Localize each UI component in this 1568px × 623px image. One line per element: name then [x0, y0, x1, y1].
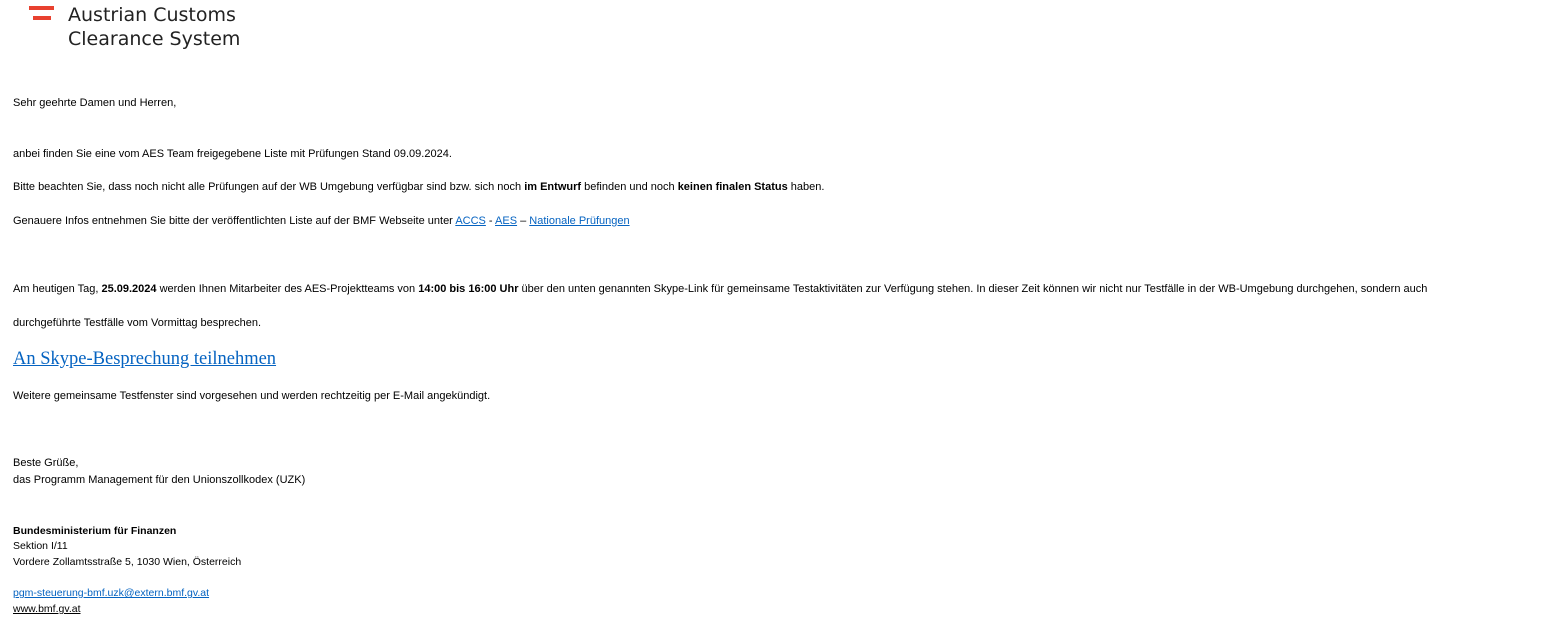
brand-name-line1: Austrian Customs: [68, 4, 236, 26]
session-date: 25.09.2024: [101, 283, 157, 295]
brand-name: [68, 3, 240, 51]
more-info-text: Genauere Infos entnehmen Sie bitte der veröffentlichten Liste auf der BMF Webseite unter: [13, 215, 456, 227]
closing-greeting: Beste Grüße,: [13, 457, 79, 469]
signature-website: [13, 602, 81, 617]
website-link[interactable]: www.bmf.gv.at: [13, 603, 81, 615]
closing-sender: das Programm Management für den Unionszollkodex (UZK): [13, 474, 306, 486]
skype-meeting-link[interactable]: An Skype-Besprechung teilnehmen: [13, 349, 277, 369]
link-nationale-pruefungen[interactable]: Nationale Prüfungen: [529, 215, 630, 227]
paragraph-test-session-line2: durchgeführte Testfälle vom Vormittag besprechen.: [13, 317, 262, 329]
link-aes[interactable]: AES: [495, 215, 518, 227]
notice-text-3: haben.: [787, 181, 825, 193]
notice-bold-2: keinen finalen Status: [677, 181, 788, 193]
link-separator-2: –: [517, 215, 530, 227]
accs-logo: [29, 3, 240, 51]
signature-section: Sektion I/11: [13, 540, 68, 552]
notice-text-1: Bitte beachten Sie, dass noch nicht alle Prüfungen auf der WB Umgebung verfügbar sind bzw. sich noch: [13, 181, 525, 193]
paragraph-test-session: [13, 282, 1427, 297]
brand-name-line2: Clearance System: [68, 28, 241, 50]
link-accs[interactable]: ACCS: [455, 215, 486, 227]
signature-email-link: [13, 586, 209, 601]
session-text-3: über den unten genannten Skype-Link für gemeinsame Testaktivitäten zur Verfügung stehen. In dieser Zeit können wir nicht nur Testfälle in der WB-Umgebung durchgehen, sondern auch: [518, 283, 1428, 295]
session-time: 14:00 bis 16:00 Uhr: [418, 283, 519, 295]
greeting: Sehr geehrte Damen und Herren,: [13, 97, 177, 109]
paragraph-list-info: anbei finden Sie eine vom AES Team freigegebene Liste mit Prüfungen Stand 09.09.2024.: [13, 148, 452, 160]
session-text-2: werden Ihnen Mitarbeiter des AES-Projektteams von: [156, 283, 419, 295]
signature-org: Bundesministerium für Finanzen: [13, 525, 177, 537]
signature-address: Vordere Zollamtsstraße 5, 1030 Wien, Österreich: [13, 556, 242, 568]
paragraph-more-info: [13, 214, 630, 229]
email-link[interactable]: pgm-steuerung-bmf.uzk@extern.bmf.gv.at: [13, 587, 210, 599]
link-separator-1: -: [485, 215, 496, 227]
notice-text-2: befinden und noch: [581, 181, 678, 193]
notice-bold-1: im Entwurf: [524, 181, 582, 193]
austria-flag-icon: [29, 6, 54, 26]
paragraph-notice: [13, 180, 824, 195]
paragraph-further-tests: Weitere gemeinsame Testfenster sind vorgesehen und werden rechtzeitig per E-Mail angekündigt.: [13, 390, 491, 402]
session-text-1: Am heutigen Tag,: [13, 283, 102, 295]
